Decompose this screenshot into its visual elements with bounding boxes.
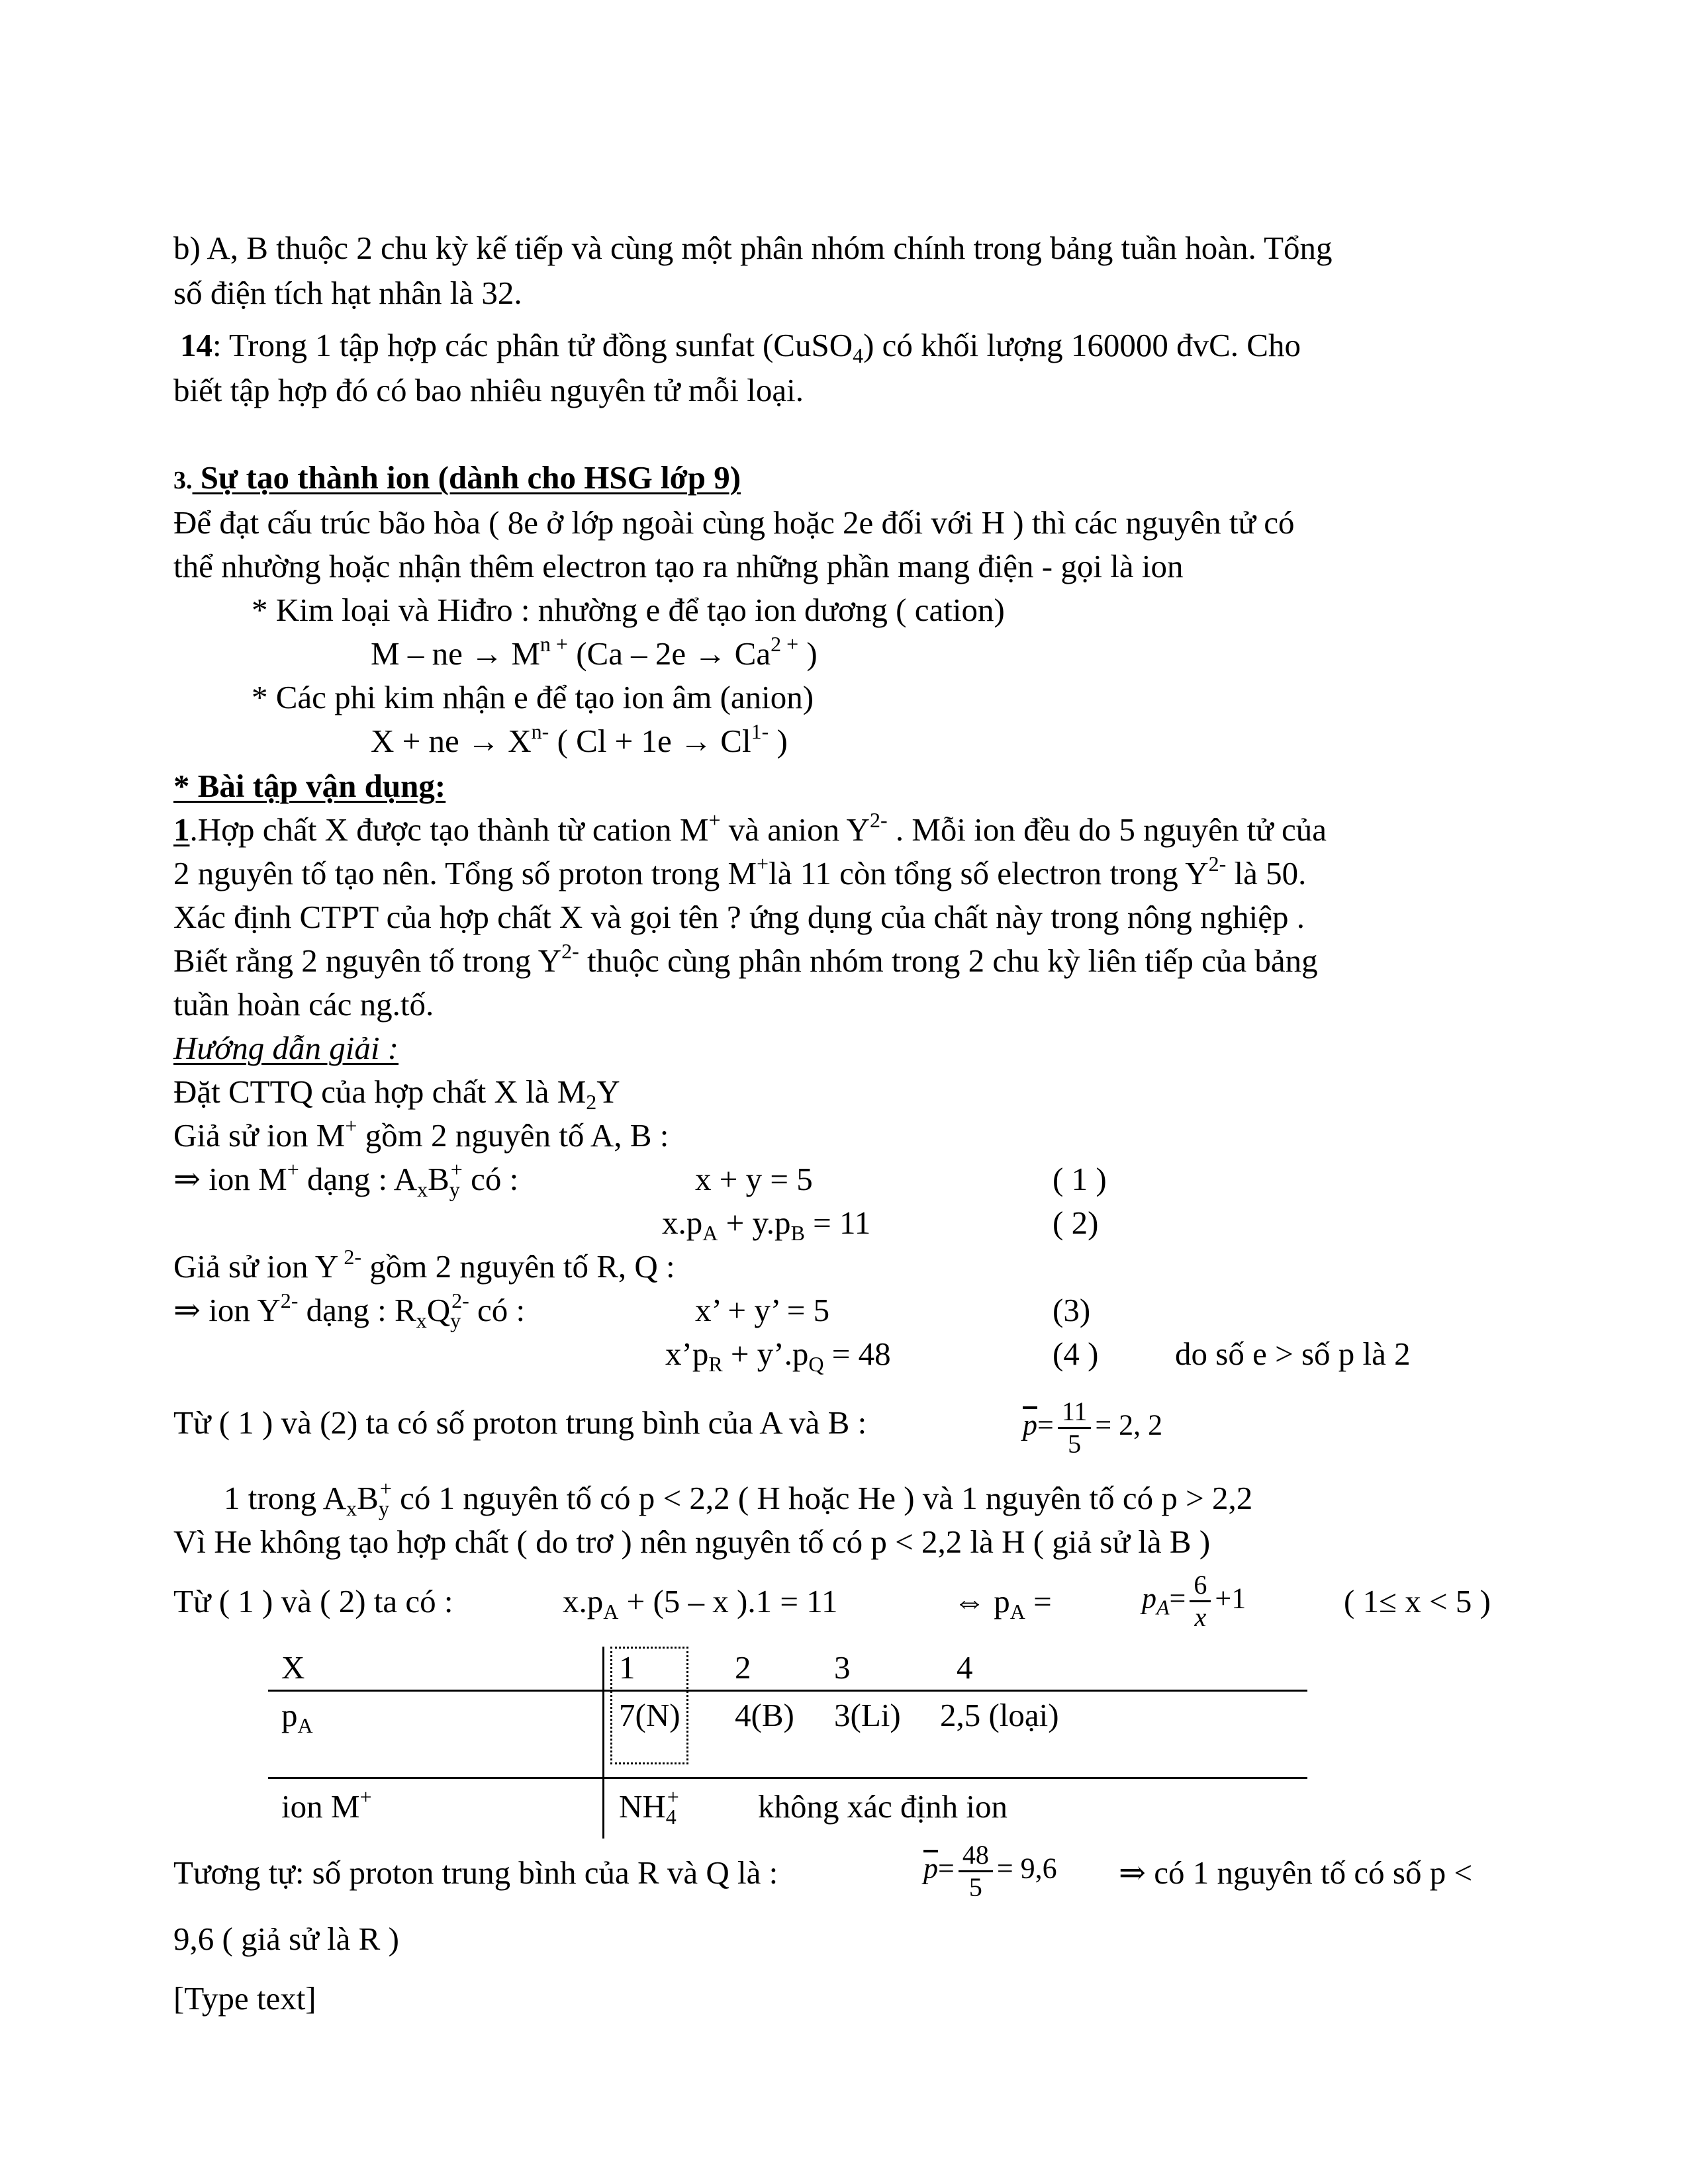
equation-3-label: (3) <box>1053 1292 1091 1328</box>
question-14-line1: 14: Trong 1 tập hợp các phân tử đồng sunfat (CuSO$_4$) có khối lượng 160000 đvC. Cho <box>180 327 1301 367</box>
section-3-line3: * Kim loại và Hiđro : nhường e để tạo ion dương ( cation) <box>252 592 1005 628</box>
average-proton-ab-formula: $\overline{p}=$ $\frac{11}{5}$ = 2, 2 <box>1023 1396 1163 1459</box>
equation-1-label: ( 1 ) <box>1053 1161 1107 1197</box>
section-3-line2: thể nhường hoặc nhận thêm electron tạo ra những phần mang điện - gọi là ion <box>173 548 1184 584</box>
solution-line9: 1 trong $A_xB_y^+$ có 1 nguyên tố có p < 2,2 ( H hoặc He ) và 1 nguyên tố có p > 2,2 <box>224 1477 1253 1520</box>
exercise-1-line2: 2 nguyên tố tạo nên. Tổng số proton trong M+là 11 còn tổng số electron trong $Y^{2-}$ là 50. <box>173 852 1307 891</box>
solution-line11: Từ ( 1 ) và ( 2) ta có : <box>173 1583 453 1619</box>
equation-2-label: ( 2) <box>1053 1205 1099 1241</box>
paragraph-b-line1: b) A, B thuộc 2 chu kỳ kế tiếp và cùng một phân nhóm chính trong bảng tuần hoàn. Tổng <box>173 230 1333 266</box>
solution-line2: Giả sử ion M+ gồm 2 nguyên tố A, B : <box>173 1114 669 1154</box>
section-3-line5: * Các phi kim nhận e để tạo ion âm (anion) <box>252 679 814 715</box>
table-line-bottom <box>268 1777 1307 1779</box>
solution-line1: Đặt CTTQ của hợp chất X là $M_2Y$ <box>173 1073 620 1114</box>
footer-type-text: [Type text] <box>173 1980 316 2017</box>
table-header-2: 2 <box>735 1649 751 1686</box>
pa-formula: $p_A=$ $\frac{6}{x}$ +1 <box>1142 1570 1246 1632</box>
fraction-6-x: $\frac{6}{x}$ <box>1190 1570 1211 1633</box>
paragraph-b-line2: số điện tích hạt nhân là 32. <box>173 275 522 311</box>
table-header-4: 4 <box>957 1649 973 1686</box>
average-proton-rq-formula: $\overline{p}=$ $\frac{48}{5}$ = 9,6 <box>923 1840 1057 1902</box>
cation-equation: M – ne → $M^{n +}$ ($Ca - 2e \to Ca^{2 +}$ ) <box>371 632 818 672</box>
exercise-1-line3: Xác định CTPT của hợp chất X và gọi tên ? ứng dụng của chất này trong nông nghiệp . <box>173 899 1305 935</box>
section-3-heading: 3. Sự tạo thành ion (dành cho HSG lớp 9) <box>173 459 741 496</box>
question-14-number: 14 <box>180 327 212 363</box>
solution-line6: ⇒ ion $Y^{2-}$ dạng : $R_xQ_y^{2-}$ có : <box>173 1289 526 1332</box>
fraction-11-5: $\frac{11}{5}$ <box>1058 1396 1092 1459</box>
solution-line5: Giả sử ion Y $^{2-}$ gồm 2 nguyên tố R, Q : <box>173 1245 675 1285</box>
table-cell-7n: 7(N) <box>619 1697 680 1733</box>
exercise-1-line5: tuần hoàn các ng.tố. <box>173 986 434 1023</box>
table-cell-undefined: không xác định ion <box>758 1788 1008 1825</box>
table-header-3: 3 <box>834 1649 851 1686</box>
exercise-heading: * Bài tập vận dụng: <box>173 768 446 804</box>
solution-line11-equiv: ⇔ $p_A$ = <box>953 1583 1052 1623</box>
tail-line1: Tương tự: số proton trung bình của R và Q là : <box>173 1854 778 1891</box>
anion-equation: X + ne → $X^{n-}$ ( $Cl + 1e \to Cl^{1-}$ ) <box>371 719 788 759</box>
solution-line3: ⇒ ion M+ dạng : $A_xB_y^+$ có : <box>173 1158 519 1201</box>
table-vertical-line <box>602 1647 604 1839</box>
table-row-pa-label: $p_A$ <box>281 1697 313 1737</box>
table-header-1: 1 <box>619 1649 635 1686</box>
table-header-x: X <box>281 1649 305 1686</box>
exercise-1-line4: Biết rằng 2 nguyên tố trong $Y^{2-}$ thuộc cùng phân nhóm trong 2 chu kỳ liên tiếp của bảng <box>173 939 1318 979</box>
solution-line10: Vì He không tạo hợp chất ( do trơ ) nên nguyên tố có p < 2,2 là H ( giả sử là B ) <box>173 1524 1211 1560</box>
section-3-line1: Để đạt cấu trúc bão hòa ( 8e ở lớp ngoài cùng hoặc 2e đối với H ) thì các nguyên tử có <box>173 504 1295 541</box>
table-row-ion-label: ion M+ <box>281 1785 372 1825</box>
equation-4-note: do số e > số p là 2 <box>1175 1336 1411 1372</box>
solution-line11-eq: $x.p_A + (5 - x$ ).1 = 11 <box>563 1583 838 1623</box>
equation-3: x’ + y’ = 5 <box>695 1292 830 1328</box>
equation-1: x + y = 5 <box>695 1161 813 1197</box>
equation-4-label: (4 ) <box>1053 1336 1099 1372</box>
equation-4: $x’p_R$ + $y’.p_Q = 48$ <box>665 1336 891 1376</box>
solution-heading: Hướng dẫn giải : <box>173 1030 399 1066</box>
table-cell-25: 2,5 (loại) <box>940 1697 1059 1733</box>
table-cell-4b: 4(B) <box>735 1697 794 1733</box>
fraction-48-5: $\frac{48}{5}$ <box>959 1840 993 1903</box>
table-line-top <box>268 1690 1307 1692</box>
question-14-line2: biết tập hợp đó có bao nhiêu nguyên tử mỗi loại. <box>173 372 804 408</box>
table-cell-3li: 3(Li) <box>834 1697 901 1733</box>
exercise-1-line1: 1.Hợp chất X được tạo thành từ cation M+ và anion $Y^{2-}$ . Mỗi ion đều do 5 nguyên tử của <box>173 808 1327 848</box>
table-cell-nh4: $NH_4^+$ <box>619 1785 679 1829</box>
tail-line1-b: ⇒ có 1 nguyên tố có số p < <box>1119 1854 1473 1891</box>
average-proton-ab: Từ ( 1 ) và (2) ta có số proton trung bình của A và B : <box>173 1404 867 1441</box>
tail-line2: 9,6 ( giả sử là R ) <box>173 1921 399 1957</box>
equation-2: $x.p_A + y.p_B = 11$ <box>662 1205 871 1245</box>
x-range: ( 1≤ x < 5 ) <box>1344 1583 1491 1619</box>
